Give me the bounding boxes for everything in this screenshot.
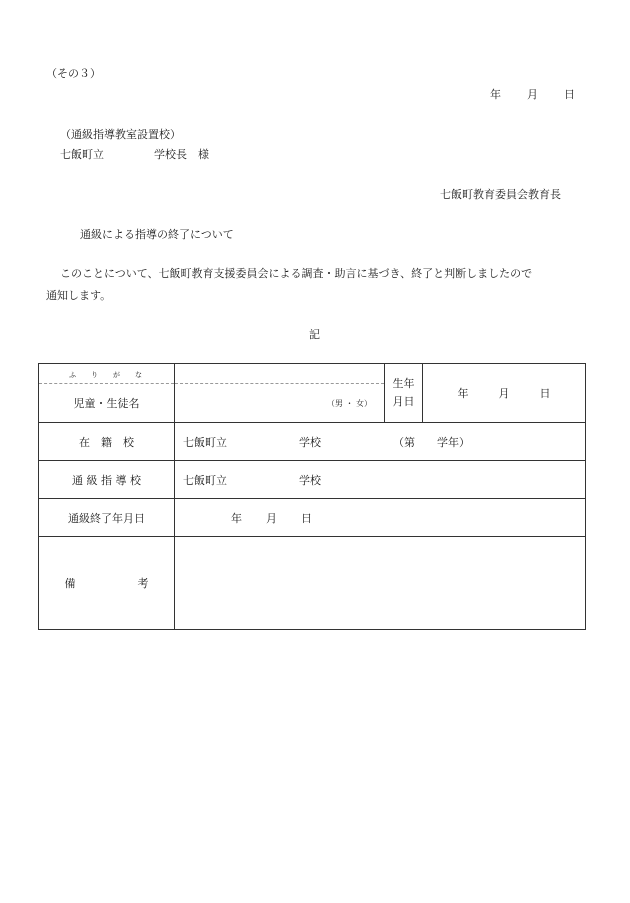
- birth-label: 生年 月日: [385, 364, 423, 423]
- body-line-1: このことについて、七飯町教育支援委員会による調査・助言に基づき、終了と判断しましたので: [60, 267, 533, 280]
- recipient-category: （通級指導教室設置校）: [60, 128, 181, 141]
- guidance-school-field[interactable]: 七飯町立 学校: [175, 461, 586, 499]
- ki-marker: 記: [309, 328, 320, 341]
- end-date-field[interactable]: 年 月 日: [175, 499, 586, 537]
- recipient-title: 学校長 様: [154, 148, 209, 161]
- remarks-label: 備 考: [39, 537, 175, 630]
- furigana-label: ふ り が な: [39, 364, 175, 384]
- recipient-school-prefix: 七飯町立: [60, 148, 104, 161]
- name-field[interactable]: [175, 384, 385, 423]
- body-line-2: 通知します。: [46, 289, 112, 302]
- birth-date-field[interactable]: 年 月 日: [423, 364, 586, 423]
- form-number: （その３）: [46, 67, 101, 80]
- guidance-school-label: 通 級 指 導 校: [39, 461, 175, 499]
- date-year: 年: [490, 88, 501, 101]
- enrolled-school-field[interactable]: 七飯町立 学校 （第 学年）: [175, 423, 586, 461]
- end-date-label: 通級終了年月日: [39, 499, 175, 537]
- enrolled-school-label: 在 籍 校: [39, 423, 175, 461]
- date-line: [490, 89, 575, 100]
- recipient-line: [60, 149, 209, 160]
- notification-form-table: [38, 363, 586, 630]
- date-day: 日: [564, 88, 575, 101]
- subject: 通級による指導の終了について: [80, 228, 234, 241]
- remarks-field[interactable]: [175, 537, 586, 630]
- furigana-field[interactable]: [175, 364, 385, 384]
- name-label: 児童・生徒名: [39, 384, 175, 423]
- gender-choice: （男 ・ 女）: [326, 398, 372, 408]
- sender: 七飯町教育委員会教育長: [440, 188, 561, 201]
- date-month: 月: [527, 88, 538, 101]
